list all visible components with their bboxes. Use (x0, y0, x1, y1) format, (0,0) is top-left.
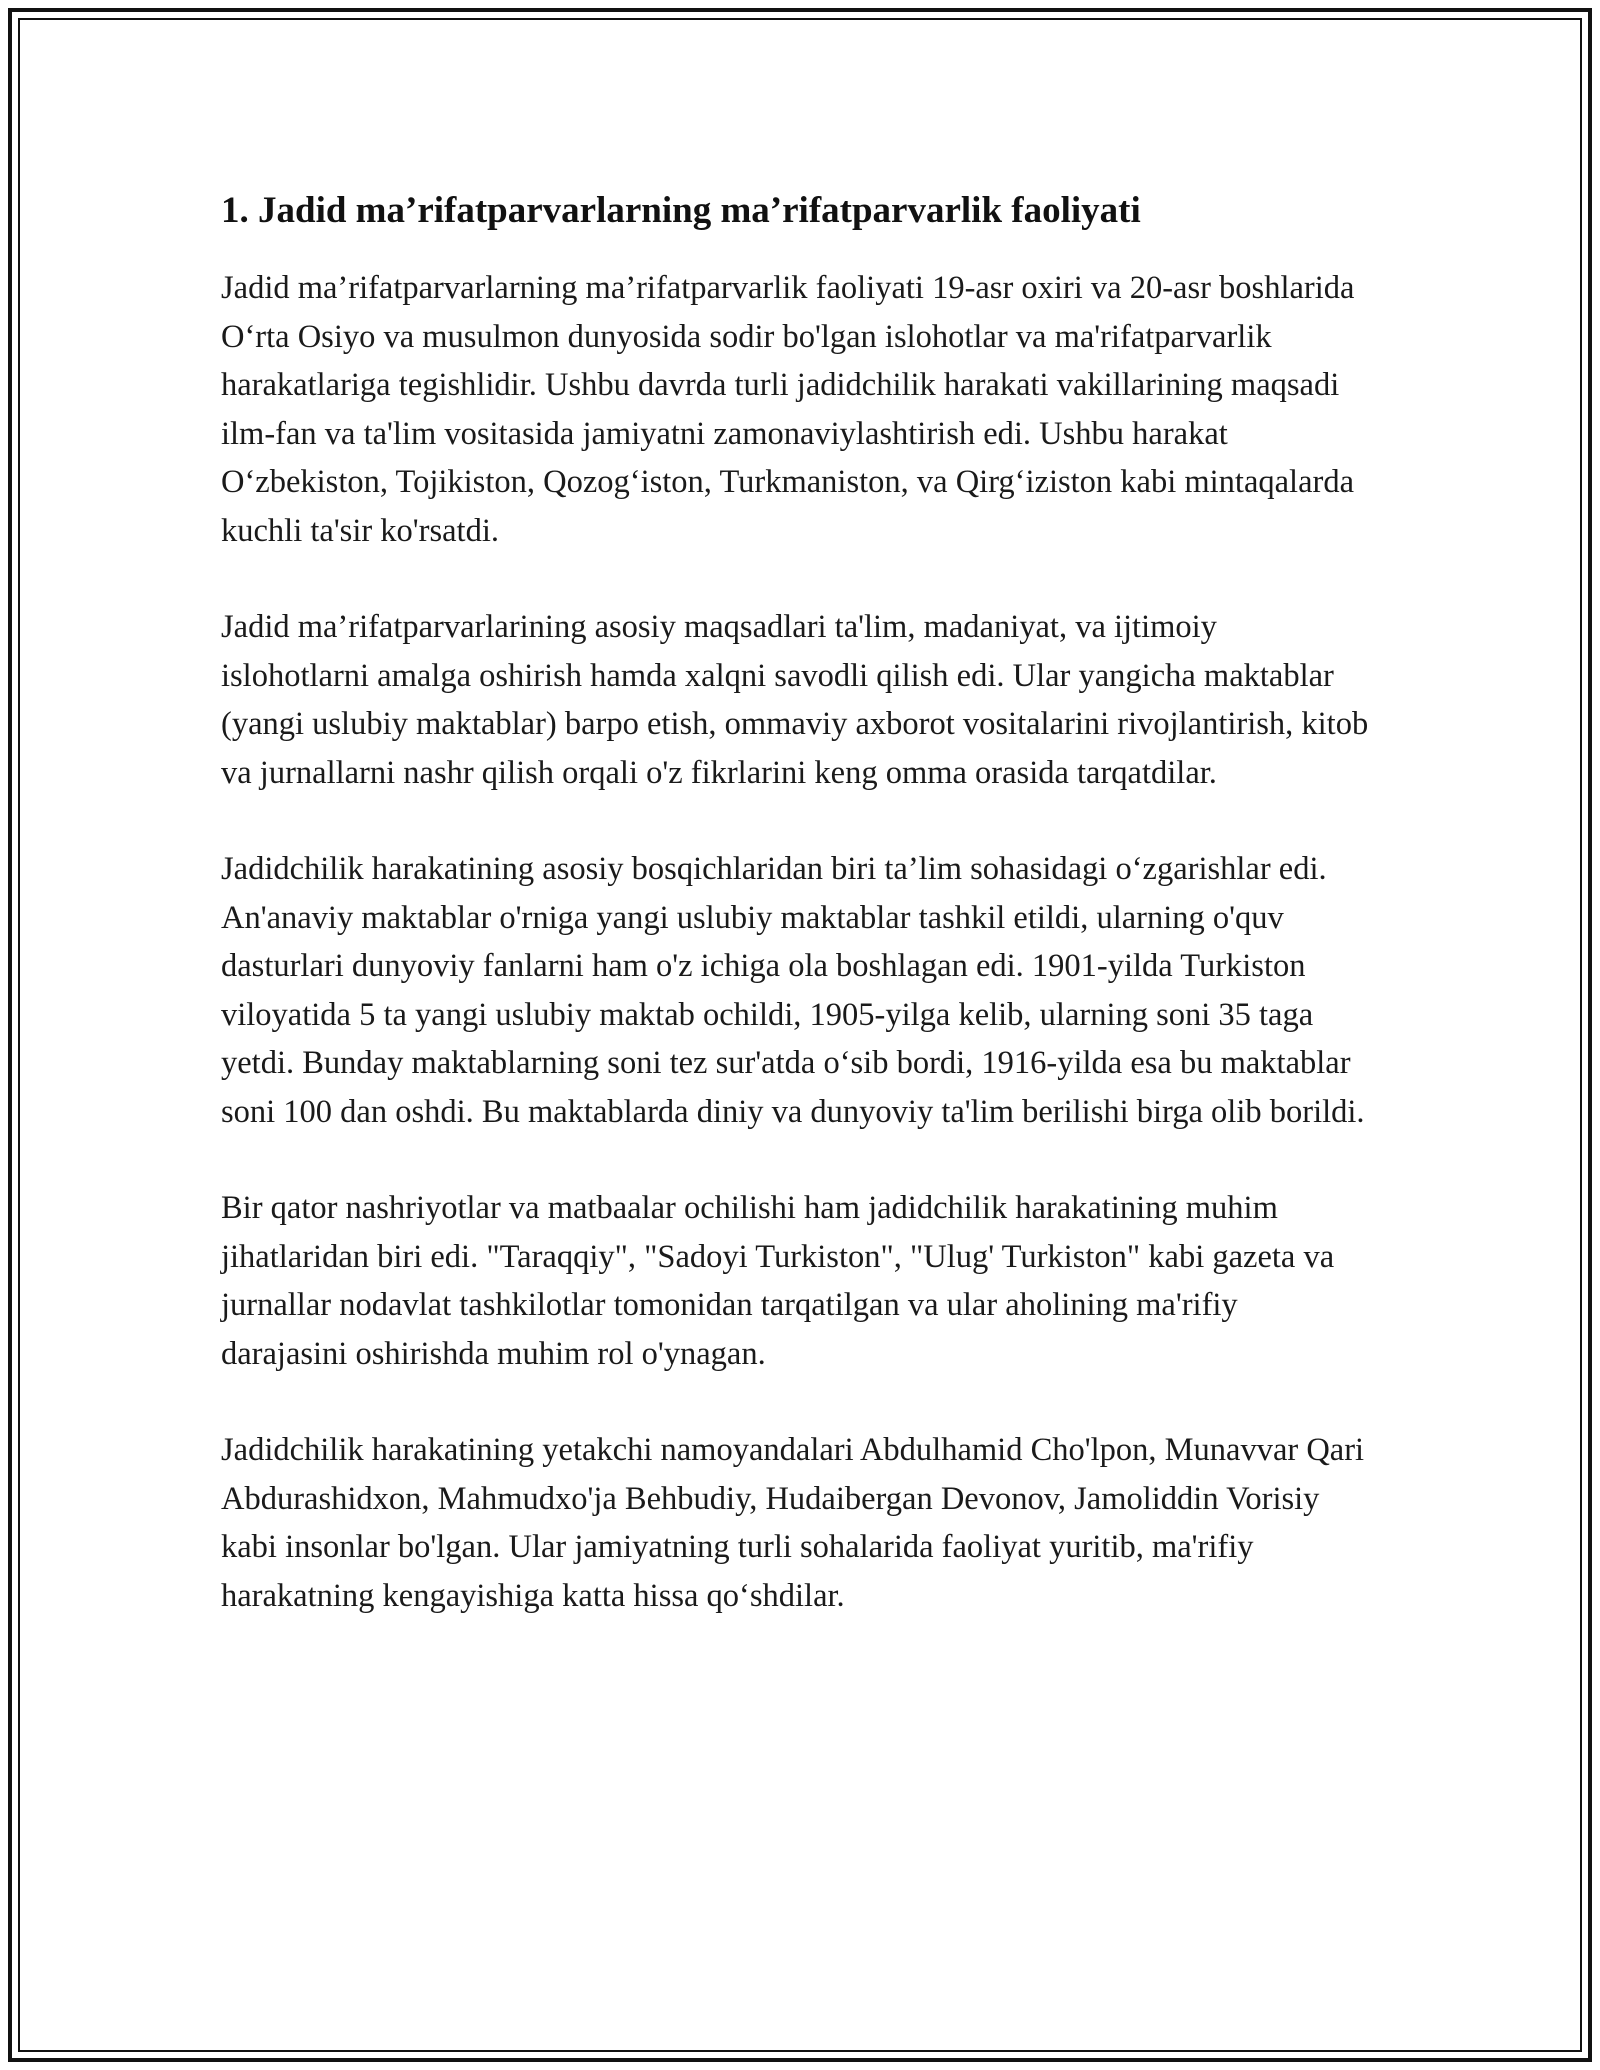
paragraph-intro: Jadid ma’rifatparvarlarning ma’rifatparvarlik faoliyati 19-asr oxiri va 20-asr boshlarida O‘rta Osiyo va musulmon dunyosida sodir bo'lgan islohotlar va ma'rifatparvarlik harakatlariga tegishlidir. Ushbu davrda turli jadidchilik harakati vakillarining maqsadi ilm-fan va ta'lim vositasida jamiyatni zamonaviylashtirish edi. Ushbu harakat O‘zbekiston, Tojikiston, Qozog‘iston, Turkmaniston, va Qirg‘iziston kabi mintaqalarda kuchli ta'sir ko'rsatdi. (221, 270, 1355, 549)
document-body (221, 186, 1371, 1668)
paragraph-leaders: Jadidchilik harakatining yetakchi namoyandalari Abdulhamid Cho'lpon, Munavvar Qari Abdurashidxon, Mahmudxo'ja Behbudiy, Hudaibergan Devonov, Jamoliddin Vorisiy kabi insonlar bo'lgan. Ular jamiyatning turli sohalarida faoliyat yuritib, ma'rifiy harakatning kengayishiga katta hissa qo‘shdilar. (221, 1432, 1365, 1614)
document-title: 1. Jadid ma’rifatparvarlarning ma’rifatparvarlik faoliyati (221, 190, 1141, 231)
paragraph-education-reforms: Jadidchilik harakatining asosiy bosqichlaridan biri ta’lim sohasidagi o‘zgarishlar edi. An'anaviy maktablar o'rniga yangi uslubiy maktablar tashkil etildi, ularning o'quv dasturlari dunyoviy fanlarni ham o'z ichiga ola boshlagan edi. 1901-yilda Turkiston viloyatida 5 ta yangi uslubiy maktab ochildi, 1905-yilga kelib, ularning soni 35 taga yetdi. Bunday maktablarning soni tez sur'atda o‘sib bordi, 1916-yilda esa bu maktablar soni 100 dan oshdi. Bu maktablarda diniy va dunyoviy ta'lim berilishi birga olib borildi. (221, 851, 1365, 1130)
paragraph-goals: Jadid ma’rifatparvarlarining asosiy maqsadlari ta'lim, madaniyat, va ijtimoiy islohotlarni amalga oshirish hamda xalqni savodli qilish edi. Ular yangicha maktablar (yangi uslubiy maktablar) barpo etish, ommaviy axborot vositalarini rivojlantirish, kitob va jurnallarni nashr qilish orqali o'z fikrlarini keng omma orasida tarqatdilar. (221, 609, 1369, 791)
paragraph-publishing: Bir qator nashriyotlar va matbaalar ochilishi ham jadidchilik harakatining muhim jihatlaridan biri edi. "Taraqqiy", "Sadoyi Turkiston", "Ulug' Turkiston" kabi gazeta va jurnallar nodavlat tashkilotlar tomonidan tarqatilgan va ular aholining ma'rifiy darajasini oshirishda muhim rol o'ynagan. (221, 1190, 1335, 1372)
